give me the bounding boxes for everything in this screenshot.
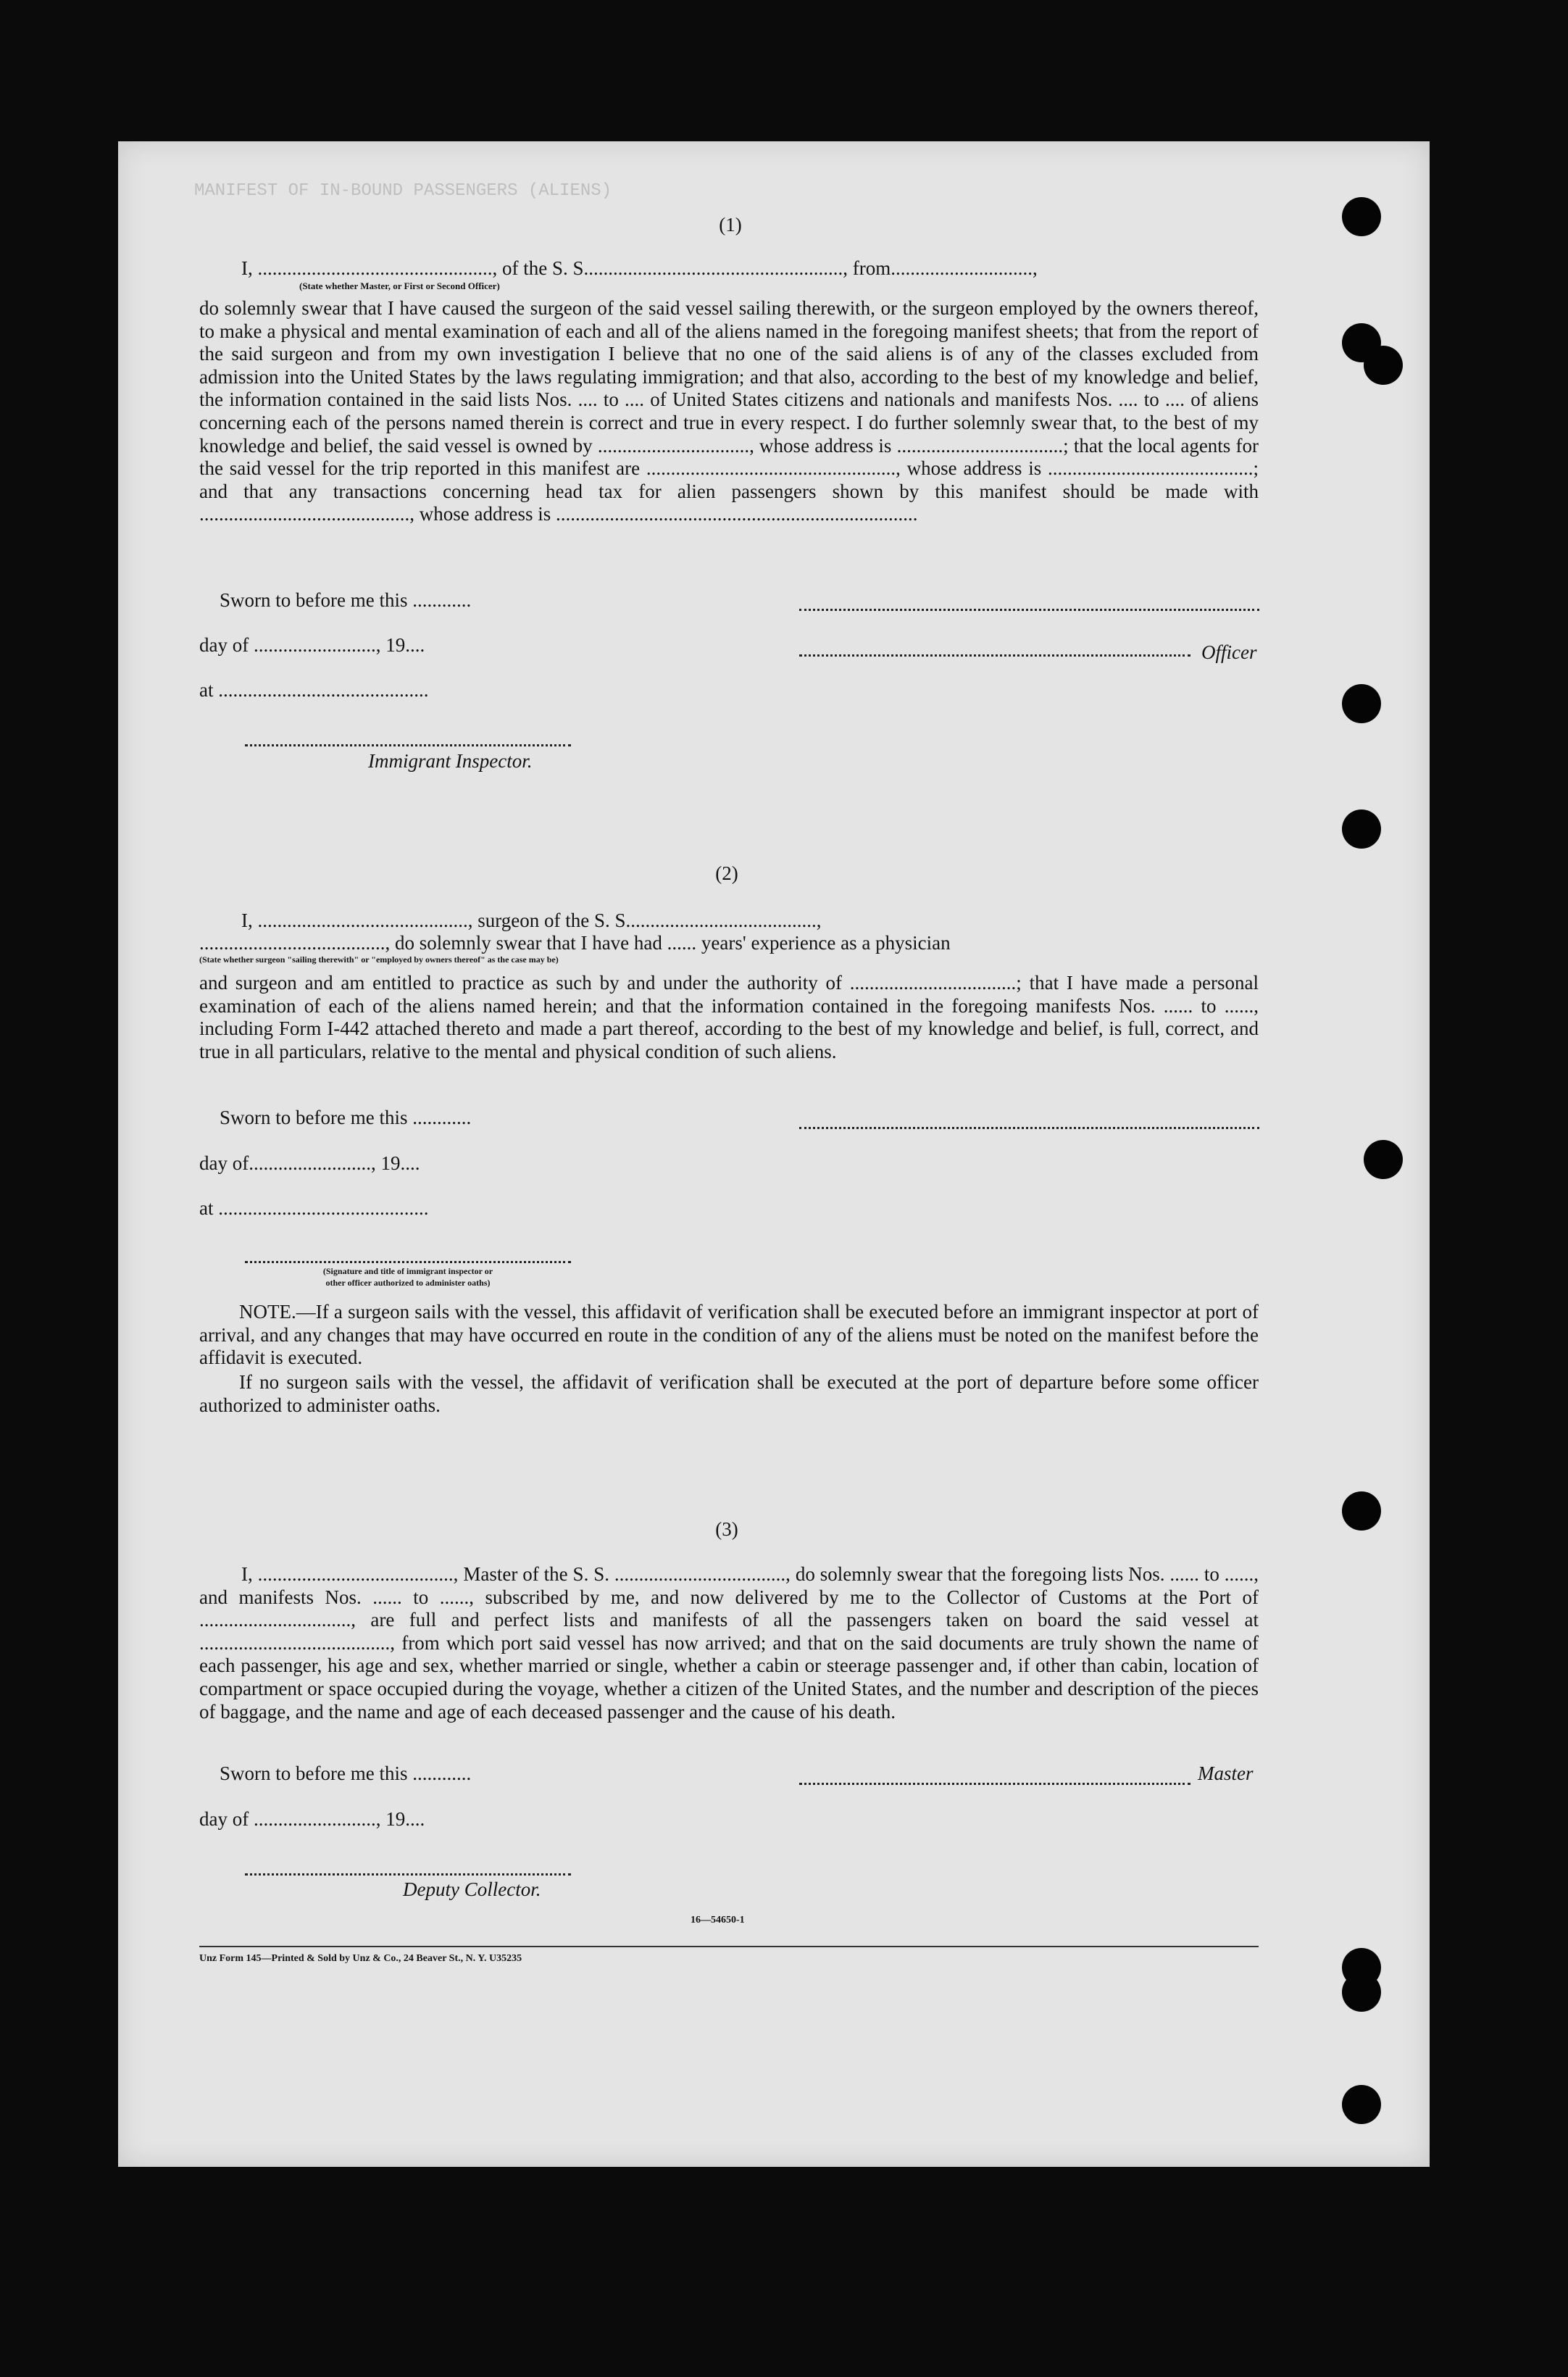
section-1-sworn-line: Sworn to before me this ............ (220, 589, 472, 611)
section-2-second-line: ......................................, do solemnly swear that I have had ...... years' experience as a physician (199, 932, 951, 954)
section-3-day-line: day of ........................., 19.... (199, 1808, 425, 1830)
punch-hole (1342, 1491, 1381, 1531)
section-3-heading: (3) (715, 1518, 738, 1540)
section-1-signature-line (799, 609, 1259, 611)
punch-hole (1364, 346, 1403, 385)
note-second-paragraph: If no surgeon sails with the vessel, the affidavit of verification shall be executed at the port of departure before some officer authorized to administer oaths. (199, 1371, 1259, 1416)
immigrant-inspector-label: Immigrant Inspector. (368, 750, 533, 772)
inspector-signature-line (245, 744, 571, 746)
section-2-inspector-signature-line (245, 1261, 571, 1263)
officer-signature-line (799, 654, 1190, 657)
signature-caption-2: other officer authorized to administer oaths) (325, 1278, 491, 1288)
section-1-heading: (1) (719, 214, 742, 236)
printer-imprint: Unz Form 145—Printed & Sold by Unz & Co., 24 Beaver St., N. Y. U35235 (199, 1953, 522, 1964)
collector-signature-line (245, 1873, 571, 1876)
deputy-collector-label: Deputy Collector. (403, 1878, 541, 1900)
section-2-at-line: at ........................................... (199, 1197, 429, 1219)
section-1-body: do solemnly swear that I have caused the surgeon of the said vessel sailing therewith, or the surgeon employed by the owners thereof, to make a physical and mental examination of each and all of the aliens named in the foregoing manifest sheets; that from the report of the said surgeon and from my own investigation I believe that no one of the said aliens is of any of the classes excluded from admission into the United States by the laws regulating immigration; and that also, according to the best of my knowledge and belief, the information contained in the said lists Nos. .... to .... of United States citizens and nationals and manifests Nos. .... to .... of aliens concerning each of the persons named therein is correct and true in every respect. I do further solemnly swear that, to the best of my knowledge and belief, the said vessel is owned by ..............................., whose address is ..................................; that the local agents for the said vessel for the trip reported in this manifest are ..................................................., whose address is ..........................................; and that any transactions concerning head tax for alien passengers shown by this manifest should be made with ..........................................., whose address is .......................................................................... (199, 297, 1259, 525)
section-1-opening-line: I, ................................................, of the S. S....................................................., from............................., (241, 257, 1038, 279)
punch-hole (1342, 684, 1381, 723)
note-text: —If a surgeon sails with the vessel, this affidavit of verification shall be executed before an immigrant inspector at port of arrival, and any changes that may have occurred en route in the condition of any of the aliens must be noted on the manifest before the affidavit is executed. (199, 1301, 1259, 1369)
section-1-at-line: at ........................................... (199, 679, 429, 701)
master-label: Master (1198, 1762, 1254, 1784)
punch-hole (1342, 1973, 1381, 2012)
manifest-page (118, 141, 1430, 2167)
signature-caption-1: (Signature and title of immigrant inspector or (322, 1266, 493, 1276)
section-1-day-line: day of ........................., 19.... (199, 634, 425, 656)
officer-label: Officer (1201, 641, 1257, 663)
punch-hole (1342, 2085, 1381, 2124)
bleed-through-text: MANIFEST OF IN-BOUND PASSENGERS (ALIENS) (194, 181, 612, 201)
section-2-day-line: day of........................., 19.... (199, 1152, 420, 1174)
punch-hole (1364, 1140, 1403, 1179)
section-2-body: and surgeon and am entitled to practice as such by and under the authority of ..................................; that I have made a personal examination of each of the aliens named herein; and that the information contained in the foregoing manifests Nos. ...... to ......, including Form I-442 attached thereto and made a part thereof, according to the best of my knowledge and belief, is full, correct, and true in all particulars, relative to the mental and physical condition of such aliens. (199, 972, 1259, 1062)
section-1-caption: (State whether Master, or First or Second Officer) (299, 280, 500, 291)
section-2-opening-line: I, ..........................................., surgeon of the S. S......................................., (241, 909, 822, 931)
section-2-sworn-line: Sworn to before me this ............ (220, 1107, 472, 1128)
note-paragraph (199, 1301, 1259, 1370)
surgeon-signature-line (799, 1127, 1259, 1129)
section-3-body: I, ........................................, Master of the S. S. ..................................., do solemnly swear that the foregoing lists Nos. ...... to ......, and manifests Nos. ...... to ......, subscribed by me, and now delivered by me to the Collector of Customs at the Port of ..............................., are full and perfect lists and manifests of all the passengers taken on board the said vessel at ......................................., from which port said vessel has now arrived; and that on the said documents are truly shown the name of each passenger, his age and sex, whether married or single, whether a cabin or steerage passenger and, if other than cabin, location of compartment or space occupied during the voyage, whether a citizen of the United States, and the number and description of the pieces of baggage, and the name and age of each deceased passenger and the cause of his death. (199, 1563, 1259, 1723)
note-label: NOTE. (239, 1301, 296, 1323)
punch-hole (1342, 197, 1381, 236)
footer-rule (199, 1946, 1259, 1947)
punch-hole (1342, 809, 1381, 849)
section-2-heading: (2) (715, 862, 738, 884)
form-number: 16—54650-1 (691, 1915, 745, 1926)
section-2-caption: (State whether surgeon "sailing therewith" or "employed by owners thereof" as the case may be) (199, 954, 559, 965)
section-3-sworn-line: Sworn to before me this ............ (220, 1762, 472, 1784)
master-signature-line (799, 1783, 1190, 1785)
